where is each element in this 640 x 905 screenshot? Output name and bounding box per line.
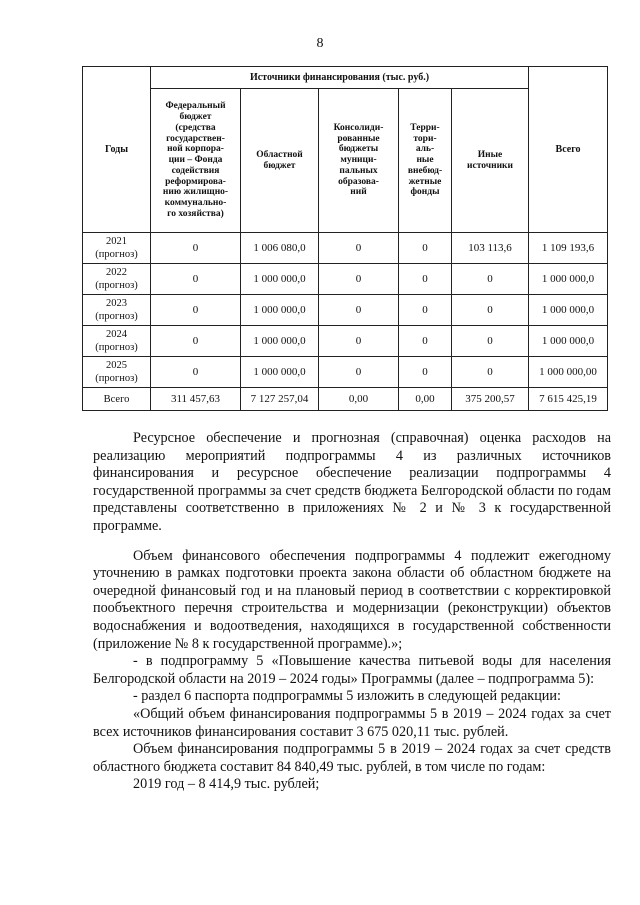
header-total: Всего — [529, 67, 608, 233]
body-text — [93, 430, 611, 794]
year-value: 2022 — [106, 267, 127, 278]
financing-table — [82, 66, 608, 411]
cell-territorial: 0 — [399, 357, 452, 388]
year-note: (прогноз) — [95, 311, 138, 322]
cell-other: 0 — [452, 326, 529, 357]
header-sources-group: Источники финансирования (тыс. руб.) — [151, 67, 529, 89]
header-years: Годы — [83, 67, 151, 233]
total-cell-federal: 311 457,63 — [151, 388, 241, 411]
cell-other: 0 — [452, 295, 529, 326]
cell-municipal: 0 — [319, 357, 399, 388]
total-label: Всего — [83, 388, 151, 411]
header-territorial — [399, 89, 452, 233]
header-line: коммунально- — [164, 198, 227, 209]
total-cell-other: 375 200,57 — [452, 388, 529, 411]
year-cell — [83, 295, 151, 326]
cell-other: 103 113,6 — [452, 233, 529, 264]
cell-municipal: 0 — [319, 233, 399, 264]
header-line: Консолиди- — [333, 122, 384, 133]
cell-municipal: 0 — [319, 264, 399, 295]
paragraph-total-volume: «Общий объем финансирования подпрограммы 5 в 2019 – 2024 годах за счет всех источников финансирования составит 3 675 020,11 тыс. рублей. — [93, 705, 611, 740]
header-line: нию жилищно- — [162, 187, 229, 198]
total-cell-municipal: 0,00 — [319, 388, 399, 411]
total-cell-regional: 7 127 257,04 — [241, 388, 319, 411]
year-note: (прогноз) — [95, 342, 138, 353]
cell-federal: 0 — [151, 326, 241, 357]
table-row — [83, 295, 608, 326]
cell-regional: 1 006 080,0 — [241, 233, 319, 264]
year-value: 2021 — [106, 236, 127, 247]
paragraph-year-2019: 2019 год – 8 414,9 тыс. рублей; — [133, 776, 320, 793]
page-number: 8 — [316, 36, 324, 51]
table-row — [83, 264, 608, 295]
year-cell — [83, 264, 151, 295]
table-row — [83, 357, 608, 388]
year-cell — [83, 326, 151, 357]
header-federal — [151, 89, 241, 233]
table-total-row — [83, 388, 608, 411]
header-line: Областной — [256, 149, 303, 160]
header-other — [452, 89, 529, 233]
cell-territorial: 0 — [399, 233, 452, 264]
header-line: муници- — [340, 155, 377, 166]
header-line: образова- — [338, 176, 379, 187]
header-municipal — [319, 89, 399, 233]
header-line: ний — [350, 187, 367, 198]
cell-total: 1 000 000,0 — [529, 264, 608, 295]
paragraph-section6: - раздел 6 паспорта подпрограммы 5 изложить в следующей редакции: — [133, 688, 561, 705]
cell-other: 0 — [452, 264, 529, 295]
year-value: 2023 — [106, 298, 127, 309]
header-line: реформирова- — [165, 176, 226, 187]
cell-federal: 0 — [151, 233, 241, 264]
cell-total: 1 109 193,6 — [529, 233, 608, 264]
header-line: внебюд- — [407, 165, 443, 176]
cell-regional: 1 000 000,0 — [241, 326, 319, 357]
cell-territorial: 0 — [399, 264, 452, 295]
cell-other: 0 — [452, 357, 529, 388]
header-line: Федеральный — [165, 101, 226, 112]
header-line: рованные — [337, 133, 380, 144]
total-cell-total: 7 615 425,19 — [529, 388, 608, 411]
header-line: ные — [416, 155, 434, 166]
header-line: ной корпора- — [167, 144, 224, 155]
cell-territorial: 0 — [399, 295, 452, 326]
header-line: аль- — [415, 144, 435, 155]
year-note: (прогноз) — [95, 249, 138, 260]
header-line: (средства — [175, 122, 216, 133]
header-line: го хозяйства) — [167, 209, 224, 220]
cell-federal: 0 — [151, 295, 241, 326]
header-line: ции – Фонда — [168, 155, 223, 166]
header-line: Иные — [477, 149, 503, 160]
paragraph-funding-adjustment: Объем финансового обеспечения подпрограммы 4 подлежит ежегодному уточнению в рамках подготовки проекта закона области об областном бюджете на очередной финансовый год и на плановый период в соответствии с корректировкой пообъектного перечня строительства и модернизации (реконструкции) объектов водоснабжения и водоотведения, находящихся в государственной собственности (приложение № 8 к государственной программе).»; — [93, 547, 611, 652]
cell-territorial: 0 — [399, 326, 452, 357]
cell-regional: 1 000 000,0 — [241, 357, 319, 388]
header-line: бюджет — [263, 160, 296, 171]
header-regional — [241, 89, 319, 233]
paragraph-regional-volume: Объем финансирования подпрограммы 5 в 2019 – 2024 годах за счет средств областного бюджета составит 84 840,49 тыс. рублей, в том числе по годам: — [93, 741, 611, 775]
cell-total: 1 000 000,0 — [529, 295, 608, 326]
header-line: бюджет — [179, 111, 212, 122]
header-line: тори- — [413, 133, 437, 144]
cell-regional: 1 000 000,0 — [241, 295, 319, 326]
cell-total: 1 000 000,00 — [529, 357, 608, 388]
header-line: государствен- — [166, 133, 225, 144]
header-line: содействия — [171, 165, 220, 176]
header-line: пальных — [339, 165, 378, 176]
cell-total: 1 000 000,0 — [529, 326, 608, 357]
cell-federal: 0 — [151, 264, 241, 295]
header-line: жетные — [408, 176, 442, 187]
table-row — [83, 233, 608, 264]
header-line: источники — [467, 160, 513, 171]
year-note: (прогноз) — [95, 280, 138, 291]
paragraph-resources: Ресурсное обеспечение и прогнозная (справочная) оценка расходов на реализацию мероприятий подпрограммы 4 из различных источников финансирования и ресурсное обеспечение реализации подпрограммы 4 государственной программы за счет средств бюджета Белгородской области по годам представлены соответственно в приложениях № 2 и № 3 к государственной программе. — [93, 430, 611, 534]
year-cell — [83, 357, 151, 388]
cell-municipal: 0 — [319, 295, 399, 326]
year-value: 2024 — [106, 329, 127, 340]
header-line: Терри- — [410, 122, 440, 133]
cell-federal: 0 — [151, 357, 241, 388]
header-line: фонды — [410, 187, 440, 198]
header-line: бюджеты — [338, 144, 379, 155]
cell-regional: 1 000 000,0 — [241, 264, 319, 295]
year-value: 2025 — [106, 360, 127, 371]
table-row — [83, 326, 608, 357]
total-cell-territorial: 0,00 — [399, 388, 452, 411]
paragraph-subprogram5: - в подпрограмму 5 «Повышение качества питьевой воды для населения Белгородской области на 2019 – 2024 годы» Программы (далее – подпрограмма 5): — [93, 653, 611, 687]
cell-municipal: 0 — [319, 326, 399, 357]
year-cell — [83, 233, 151, 264]
year-note: (прогноз) — [95, 373, 138, 384]
